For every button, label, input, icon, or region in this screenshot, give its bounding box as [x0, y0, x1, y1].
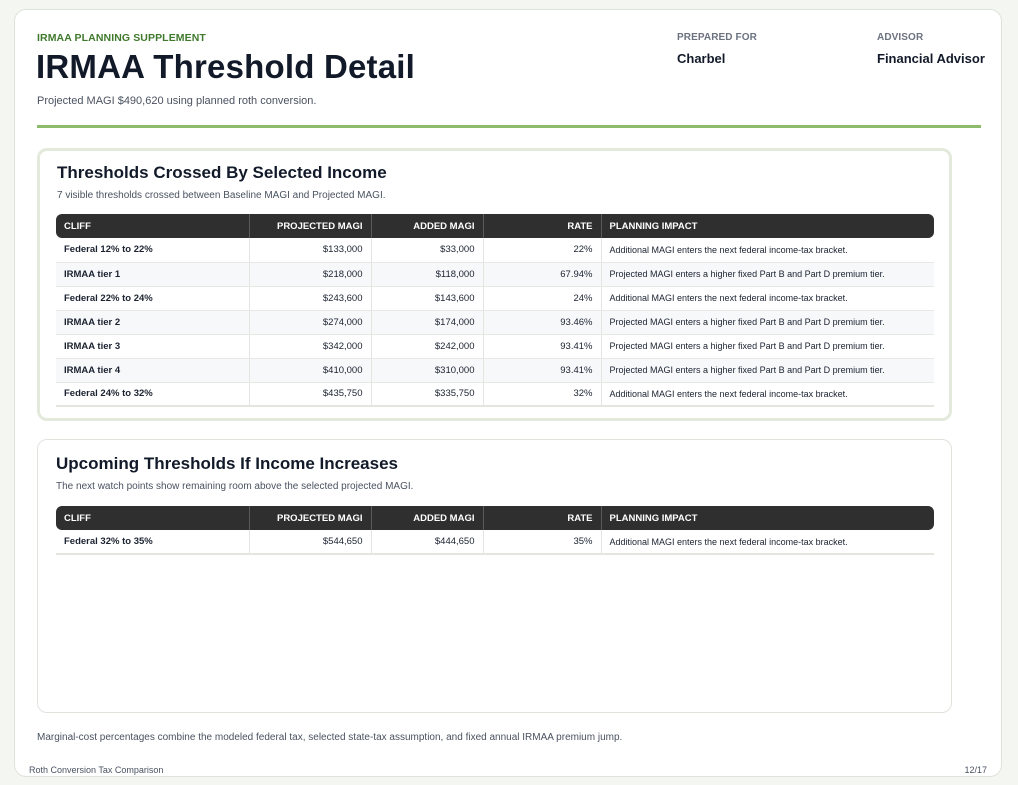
rate-cell: 32%	[483, 382, 601, 406]
projected-magi-cell: $218,000	[249, 262, 371, 286]
cliff-cell: IRMAA tier 2	[56, 310, 249, 334]
added-magi-cell: $335,750	[371, 382, 483, 406]
rate-cell: 22%	[483, 238, 601, 262]
upcoming-thresholds-table	[56, 506, 934, 555]
footer-page-number: 12/17	[964, 765, 987, 775]
cliff-cell: Federal 24% to 32%	[56, 382, 249, 406]
table-header-row	[56, 506, 934, 530]
added-magi-cell: $118,000	[371, 262, 483, 286]
upcoming-thresholds-card	[37, 439, 952, 713]
rate-cell: 93.41%	[483, 358, 601, 382]
report-page	[14, 9, 1002, 777]
page-title: IRMAA Threshold Detail	[36, 48, 416, 85]
table-row	[56, 530, 934, 554]
added-magi-cell: $310,000	[371, 358, 483, 382]
added-magi-cell: $242,000	[371, 334, 483, 358]
projected-magi-cell: $274,000	[249, 310, 371, 334]
projected-magi-cell: $544,650	[249, 530, 371, 554]
column-header-rate: RATE	[483, 506, 601, 530]
table-row	[56, 382, 934, 406]
table-row	[56, 358, 934, 382]
column-header-projected-magi: PROJECTED MAGI	[249, 506, 371, 530]
table-row	[56, 334, 934, 358]
cliff-cell: IRMAA tier 3	[56, 334, 249, 358]
rate-cell: 24%	[483, 286, 601, 310]
cliff-cell: Federal 22% to 24%	[56, 286, 249, 310]
table-row	[56, 310, 934, 334]
planning-impact-cell: Projected MAGI enters a higher fixed Part B and Part D premium tier.	[601, 334, 934, 358]
planning-impact-cell: Projected MAGI enters a higher fixed Part B and Part D premium tier.	[601, 358, 934, 382]
cliff-cell: IRMAA tier 4	[56, 358, 249, 382]
thresholds-crossed-card	[37, 148, 952, 421]
added-magi-cell: $174,000	[371, 310, 483, 334]
upcoming-section-description: The next watch points show remaining room above the selected projected MAGI.	[56, 481, 414, 492]
cliff-cell: Federal 32% to 35%	[56, 530, 249, 554]
projected-magi-cell: $133,000	[249, 238, 371, 262]
planning-impact-cell: Projected MAGI enters a higher fixed Part B and Part D premium tier.	[601, 262, 934, 286]
column-header-projected-magi: PROJECTED MAGI	[249, 214, 371, 238]
prepared-for-value: Charbel	[677, 51, 726, 66]
prepared-for-label: PREPARED FOR	[677, 32, 757, 43]
planning-impact-cell: Additional MAGI enters the next federal income-tax bracket.	[601, 238, 934, 262]
projected-magi-cell: $410,000	[249, 358, 371, 382]
cliff-cell: Federal 12% to 22%	[56, 238, 249, 262]
projected-magi-cell: $435,750	[249, 382, 371, 406]
added-magi-cell: $143,600	[371, 286, 483, 310]
footer-report-name: Roth Conversion Tax Comparison	[29, 765, 164, 775]
upcoming-section-title: Upcoming Thresholds If Income Increases	[56, 454, 398, 473]
rate-cell: 35%	[483, 530, 601, 554]
column-header-planning-impact: PLANNING IMPACT	[601, 506, 934, 530]
column-header-planning-impact: PLANNING IMPACT	[601, 214, 934, 238]
cliff-cell: IRMAA tier 1	[56, 262, 249, 286]
crossed-thresholds-table	[56, 214, 934, 407]
rate-cell: 93.41%	[483, 334, 601, 358]
added-magi-cell: $33,000	[371, 238, 483, 262]
table-header-row	[56, 214, 934, 238]
table-row	[56, 238, 934, 262]
projected-magi-cell: $243,600	[249, 286, 371, 310]
table-row	[56, 286, 934, 310]
planning-impact-cell: Additional MAGI enters the next federal income-tax bracket.	[601, 286, 934, 310]
column-header-rate: RATE	[483, 214, 601, 238]
column-header-added-magi: ADDED MAGI	[371, 506, 483, 530]
column-header-added-magi: ADDED MAGI	[371, 214, 483, 238]
planning-impact-cell: Additional MAGI enters the next federal income-tax bracket.	[601, 382, 934, 406]
rate-cell: 93.46%	[483, 310, 601, 334]
page-subtitle: Projected MAGI $490,620 using planned roth conversion.	[37, 95, 317, 107]
table-row	[56, 262, 934, 286]
advisor-value: Financial Advisor	[877, 51, 985, 66]
column-header-cliff: CLIFF	[56, 506, 249, 530]
header-divider	[37, 125, 981, 128]
footnote: Marginal-cost percentages combine the modeled federal tax, selected state-tax assumption, and fixed annual IRMAA premium jump.	[37, 732, 623, 743]
planning-impact-cell: Projected MAGI enters a higher fixed Part B and Part D premium tier.	[601, 310, 934, 334]
column-header-cliff: CLIFF	[56, 214, 249, 238]
eyebrow-label: IRMAA PLANNING SUPPLEMENT	[37, 32, 206, 44]
planning-impact-cell: Additional MAGI enters the next federal income-tax bracket.	[601, 530, 934, 554]
crossed-section-description: 7 visible thresholds crossed between Baseline MAGI and Projected MAGI.	[57, 190, 386, 201]
crossed-section-title: Thresholds Crossed By Selected Income	[57, 163, 387, 182]
advisor-label: ADVISOR	[877, 32, 924, 43]
added-magi-cell: $444,650	[371, 530, 483, 554]
projected-magi-cell: $342,000	[249, 334, 371, 358]
rate-cell: 67.94%	[483, 262, 601, 286]
